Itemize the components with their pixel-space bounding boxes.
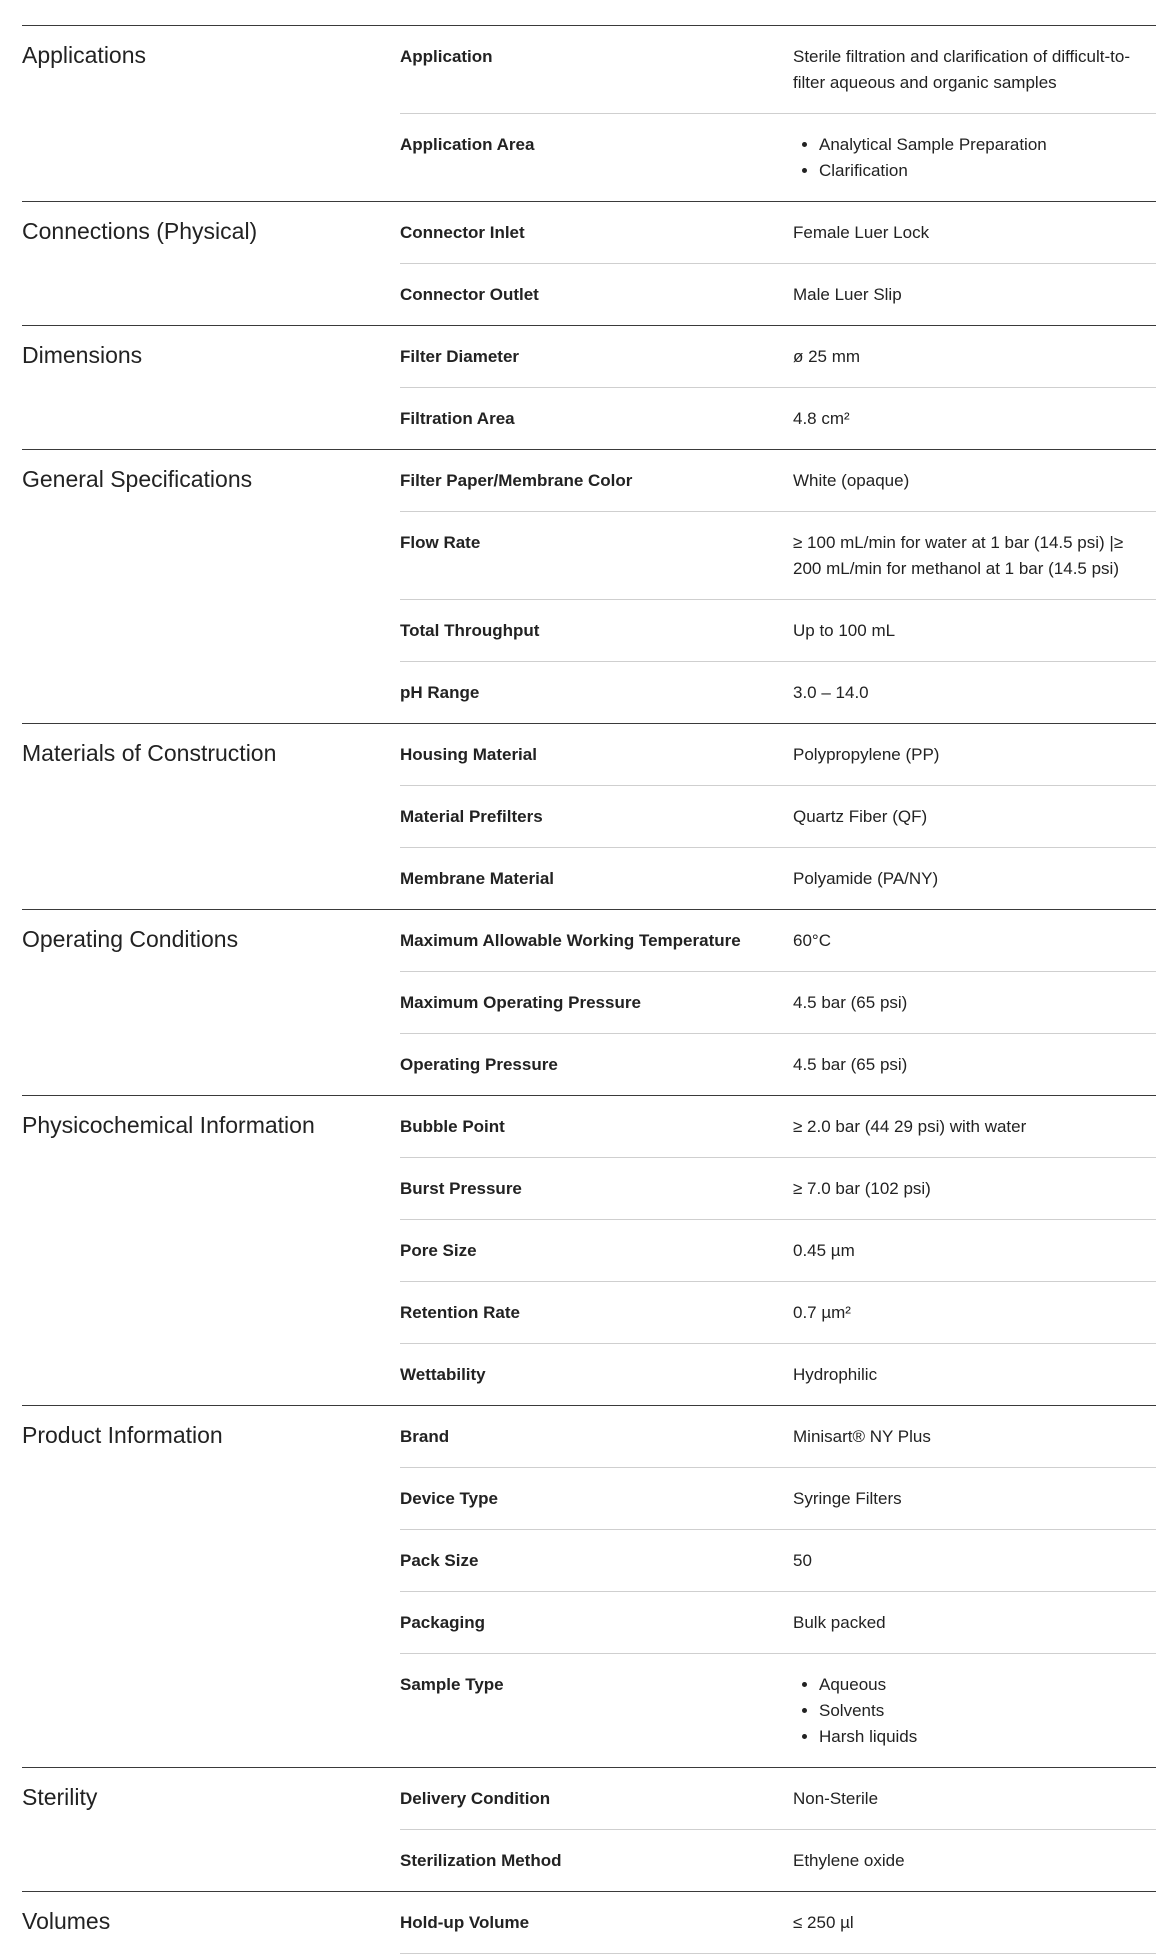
spec-section [22, 909, 1156, 1095]
spec-row [400, 847, 1156, 909]
spec-value: Hydrophilic [793, 1365, 878, 1384]
spec-section [22, 1767, 1156, 1891]
spec-row [400, 1591, 1156, 1653]
list-item: • Clarification [819, 158, 1148, 184]
section-title: Physicochemical Information [22, 1112, 315, 1138]
spec-row [400, 785, 1156, 847]
section-rows [400, 450, 1156, 723]
spec-row [400, 1892, 1156, 1954]
spec-row [400, 450, 1156, 511]
spec-value: Non-Sterile [793, 1789, 879, 1808]
spec-value: Up to 100 mL [793, 621, 896, 640]
spec-value: 0.45 µm [793, 1241, 855, 1260]
spec-row [400, 599, 1156, 661]
spec-value: 3.0 – 14.0 [793, 683, 869, 702]
spec-row [400, 1157, 1156, 1219]
spec-value: Ethylene oxide [793, 1851, 905, 1870]
spec-label: Brand [400, 1427, 450, 1446]
spec-label: Material Prefilters [400, 807, 543, 826]
spec-value: Male Luer Slip [793, 285, 902, 304]
spec-row [400, 1529, 1156, 1591]
spec-row [400, 1768, 1156, 1829]
spec-value: 60°C [793, 931, 831, 950]
spec-value: Quartz Fiber (QF) [793, 807, 928, 826]
spec-row [400, 1219, 1156, 1281]
list-item: • Aqueous [819, 1672, 1148, 1698]
spec-value: ≤ 250 µl [793, 1913, 854, 1932]
spec-label: Burst Pressure [400, 1179, 522, 1198]
spec-value: Female Luer Lock [793, 223, 930, 242]
section-title: Volumes [22, 1908, 111, 1934]
spec-row [400, 202, 1156, 263]
spec-value: ≥ 7.0 bar (102 psi) [793, 1179, 931, 1198]
spec-label: Flow Rate [400, 533, 481, 552]
spec-row [400, 910, 1156, 971]
spec-row [400, 1653, 1156, 1767]
spec-row [400, 1281, 1156, 1343]
specifications-table [22, 25, 1156, 1954]
spec-label: Total Throughput [400, 621, 540, 640]
spec-row [400, 326, 1156, 387]
spec-row [400, 1829, 1156, 1891]
spec-label: Housing Material [400, 745, 537, 764]
spec-section [22, 201, 1156, 325]
spec-row [400, 511, 1156, 599]
section-title: Materials of Construction [22, 740, 277, 766]
spec-label: Operating Pressure [400, 1055, 558, 1074]
spec-value: Bulk packed [793, 1613, 886, 1632]
section-rows [400, 26, 1156, 201]
section-rows [400, 1406, 1156, 1767]
section-rows [400, 724, 1156, 909]
spec-section [22, 1095, 1156, 1405]
section-rows [400, 1768, 1156, 1891]
spec-label: Membrane Material [400, 869, 554, 888]
spec-label: Maximum Operating Pressure [400, 993, 641, 1012]
section-rows [400, 1096, 1156, 1405]
spec-section [22, 1405, 1156, 1767]
spec-value: ø 25 mm [793, 347, 861, 366]
spec-label: Connector Inlet [400, 223, 525, 242]
spec-row [400, 1096, 1156, 1157]
spec-value: ≥ 2.0 bar (44 29 psi) with water [793, 1117, 1027, 1136]
spec-label: Application Area [400, 135, 535, 154]
section-title: General Specifications [22, 466, 253, 492]
spec-section [22, 449, 1156, 723]
spec-row [400, 724, 1156, 785]
spec-row [400, 26, 1156, 113]
list-item: • Analytical Sample Preparation [819, 132, 1148, 158]
spec-value: 4.5 bar (65 psi) [793, 993, 908, 1012]
spec-label: Filter Paper/Membrane Color [400, 471, 633, 490]
spec-label: Hold-up Volume [400, 1913, 530, 1932]
section-title: Connections (Physical) [22, 218, 258, 244]
spec-row [400, 1406, 1156, 1467]
spec-value [793, 1672, 1156, 1750]
spec-row [400, 1467, 1156, 1529]
spec-label: Connector Outlet [400, 285, 539, 304]
spec-label: Sterilization Method [400, 1851, 562, 1870]
spec-label: Maximum Allowable Working Temperature [400, 931, 741, 950]
spec-label: Sample Type [400, 1675, 504, 1694]
spec-row [400, 661, 1156, 723]
spec-label: Application [400, 47, 493, 66]
value-list [793, 1672, 1148, 1750]
spec-label: Filter Diameter [400, 347, 520, 366]
section-title: Sterility [22, 1784, 98, 1810]
section-rows [400, 326, 1156, 449]
spec-label: Filtration Area [400, 409, 515, 428]
spec-value: 4.8 cm² [793, 409, 850, 428]
spec-row [400, 113, 1156, 201]
spec-label: Packaging [400, 1613, 486, 1632]
spec-row [400, 1343, 1156, 1405]
spec-row [400, 387, 1156, 449]
spec-label: pH Range [400, 683, 480, 702]
spec-value: Sterile filtration and clarification of difficult-to-filter aqueous and organic samples [793, 47, 1131, 92]
section-title: Applications [22, 42, 147, 68]
spec-value: White (opaque) [793, 471, 910, 490]
spec-row [400, 971, 1156, 1033]
spec-row [400, 1033, 1156, 1095]
section-rows [400, 1892, 1156, 1954]
spec-label: Device Type [400, 1489, 498, 1508]
section-title: Operating Conditions [22, 926, 239, 952]
spec-section [22, 1891, 1156, 1954]
spec-row [400, 263, 1156, 325]
spec-value: Polyamide (PA/NY) [793, 869, 939, 888]
list-item: • Solvents [819, 1698, 1148, 1724]
section-title: Product Information [22, 1422, 223, 1448]
spec-section [22, 325, 1156, 449]
section-title: Dimensions [22, 342, 143, 368]
spec-label: Pack Size [400, 1551, 479, 1570]
spec-section [22, 723, 1156, 909]
spec-label: Pore Size [400, 1241, 477, 1260]
list-item: • Harsh liquids [819, 1724, 1148, 1750]
spec-value: 0.7 µm² [793, 1303, 851, 1322]
spec-value: Polypropylene (PP) [793, 745, 940, 764]
section-rows [400, 202, 1156, 325]
spec-label: Bubble Point [400, 1117, 505, 1136]
spec-value: 50 [793, 1551, 812, 1570]
spec-label: Retention Rate [400, 1303, 520, 1322]
section-rows [400, 910, 1156, 1095]
spec-value: ≥ 100 mL/min for water at 1 bar (14.5 psi) |≥ 200 mL/min for methanol at 1 bar (14.5 psi) [793, 533, 1124, 578]
spec-label: Delivery Condition [400, 1789, 551, 1808]
spec-value: Syringe Filters [793, 1489, 902, 1508]
spec-value: Minisart® NY Plus [793, 1427, 931, 1446]
spec-label: Wettability [400, 1365, 486, 1384]
value-list [793, 132, 1148, 184]
spec-value [793, 132, 1156, 184]
spec-value: 4.5 bar (65 psi) [793, 1055, 908, 1074]
spec-section [22, 25, 1156, 201]
